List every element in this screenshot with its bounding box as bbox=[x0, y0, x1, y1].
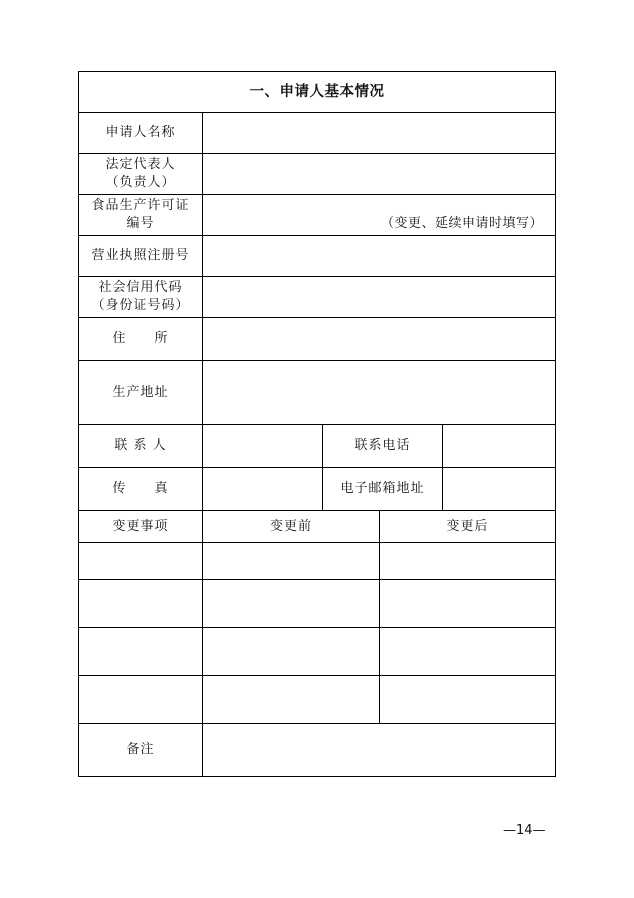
legal-rep-field[interactable] bbox=[203, 154, 555, 195]
business-license-label: 营业执照注册号 bbox=[79, 236, 203, 277]
contact-person-label: 联 系 人 bbox=[79, 425, 203, 468]
after-change-header: 变更后 bbox=[380, 511, 555, 543]
page-number: —14— bbox=[503, 823, 546, 838]
change-row-3-item[interactable] bbox=[79, 628, 203, 676]
applicant-name-field[interactable] bbox=[203, 113, 555, 154]
change-row-1-after[interactable] bbox=[380, 543, 555, 580]
production-address-field[interactable] bbox=[203, 361, 555, 425]
section-title: 一、申请人基本情况 bbox=[79, 72, 555, 113]
fax-field[interactable] bbox=[203, 468, 323, 511]
change-row-4-before[interactable] bbox=[203, 676, 380, 724]
production-address-label: 生产地址 bbox=[79, 361, 203, 425]
credit-code-label-line1: 社会信用代码 bbox=[98, 280, 183, 295]
business-license-field[interactable] bbox=[203, 236, 555, 277]
email-label: 电子邮箱地址 bbox=[323, 468, 443, 511]
fax-label: 传 真 bbox=[79, 468, 203, 511]
applicant-name-label: 申请人名称 bbox=[79, 113, 203, 154]
license-label-line2: 编号 bbox=[126, 216, 155, 231]
legal-rep-label-line1: 法定代表人 bbox=[105, 157, 176, 172]
remarks-field[interactable] bbox=[203, 724, 555, 776]
application-form-table bbox=[78, 71, 556, 777]
credit-code-label-line2: （身份证号码） bbox=[91, 298, 190, 313]
license-number-label bbox=[79, 195, 203, 236]
contact-person-field[interactable] bbox=[203, 425, 323, 468]
credit-code-field[interactable] bbox=[203, 277, 555, 318]
residence-field[interactable] bbox=[203, 318, 555, 361]
change-row-1-before[interactable] bbox=[203, 543, 380, 580]
before-change-header: 变更前 bbox=[203, 511, 380, 543]
license-number-field[interactable] bbox=[203, 195, 555, 236]
remarks-label: 备注 bbox=[79, 724, 203, 776]
change-row-3-before[interactable] bbox=[203, 628, 380, 676]
change-row-2-after[interactable] bbox=[380, 580, 555, 628]
change-row-4-after[interactable] bbox=[380, 676, 555, 724]
contact-phone-label: 联系电话 bbox=[323, 425, 443, 468]
change-row-1-item[interactable] bbox=[79, 543, 203, 580]
change-item-header: 变更事项 bbox=[79, 511, 203, 543]
license-note: （变更、延续申请时填写） bbox=[380, 216, 543, 231]
change-row-4-item[interactable] bbox=[79, 676, 203, 724]
email-field[interactable] bbox=[443, 468, 555, 511]
license-label-line1: 食品生产许可证 bbox=[91, 198, 190, 213]
legal-rep-label bbox=[79, 154, 203, 195]
change-row-3-after[interactable] bbox=[380, 628, 555, 676]
contact-phone-field[interactable] bbox=[443, 425, 555, 468]
legal-rep-label-line2: （负责人） bbox=[105, 175, 176, 190]
credit-code-label bbox=[79, 277, 203, 318]
residence-label: 住 所 bbox=[79, 318, 203, 361]
change-row-2-before[interactable] bbox=[203, 580, 380, 628]
change-row-2-item[interactable] bbox=[79, 580, 203, 628]
